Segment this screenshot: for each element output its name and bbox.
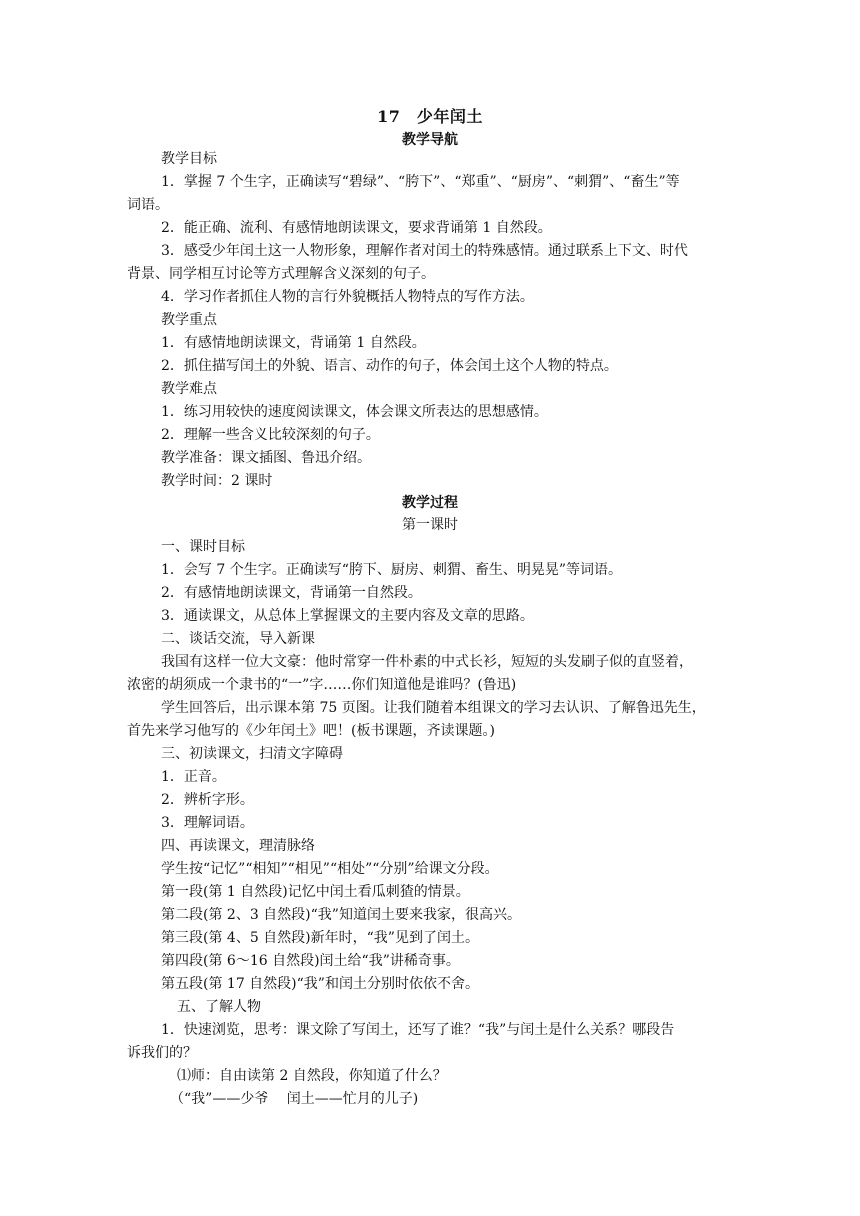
goal-3-cont: 背景、同学相互讨论等方式理解含义深刻的句子。 [127,266,435,282]
step-3-item-2: 2．辨析字形。 [161,792,254,808]
goal-2: 2．能正确、流利、有感情地朗读课文，要求背诵第 1 自然段。 [161,220,552,236]
step-4-division-3: 第三段(第 4、5 自然段)新年时，“我”见到了闰土。 [161,930,479,946]
step-4-para: 学生按“记忆”“相知”“相见”“相处”“分别”给课文分段。 [161,861,499,877]
focus-heading: 教学重点 [161,312,217,328]
step-2-heading: 二、谈话交流，导入新课 [161,631,315,647]
step-1-item-2: 2．有感情地朗读课文，背诵第一自然段。 [161,585,422,601]
goal-1-cont: 词语。 [127,197,169,213]
step-2-para-1: 我国有这样一位大文豪：他时常穿一件朴素的中式长衫，短短的头发刷子似的直竖着， [161,654,693,670]
step-2-para-2: 学生回答后，出示课本第 75 页图。让我们随着本组课文的学习去认识、了解鲁迅先生， [161,700,706,716]
step-5-item-1: 1．快速浏览，思考：课文除了写闰土，还写了谁？“我”与闰土是什么关系？哪段告 [161,1022,675,1038]
step-4-division-2: 第二段(第 2、3 自然段)“我”知道闰土要来我家，很高兴。 [161,907,521,923]
difficulty-1: 1．练习用较快的速度阅读课文，体会课文所表达的思想感情。 [161,404,548,420]
step-5-item-1-cont: 诉我们的？ [127,1045,197,1061]
step-4-division-1: 第一段(第 1 自然段)记忆中闰土看瓜刺猹的情景。 [161,884,470,900]
focus-1: 1．有感情地朗读课文，背诵第 1 自然段。 [161,335,426,351]
step-4-division-4: 第四段(第 6～16 自然段)闰土给“我”讲稀奇事。 [161,953,460,969]
section-heading-process: 教学过程 [402,495,458,511]
page-title: 17 少年闰土 [377,107,483,126]
step-1-item-1: 1．会写 7 个生字。正确读写“胯下、厨房、刺猬、畜生、明晃晃”等词语。 [161,562,623,578]
lesson-one-heading: 第一课时 [402,517,458,533]
step-1-heading: 一、课时目标 [161,539,245,555]
step-4-heading: 四、再读课文，理清脉络 [161,838,315,854]
teaching-prep: 教学准备：课文插图、鲁迅介绍。 [161,450,371,466]
step-1-item-3: 3．通读课文，从总体上掌握课文的主要内容及文章的思路。 [161,608,534,624]
goals-heading: 教学目标 [161,151,217,167]
step-5-item-1-sub: ⑴师：自由读第 2 自然段，你知道了什么？ [177,1068,447,1084]
step-3-item-3: 3．理解词语。 [161,815,254,831]
step-2-para-2-cont: 首先来学习他写的《少年闰土》吧！(板书课题，齐读课题。) [127,723,495,739]
step-2-para-1-cont: 浓密的胡须成一个隶书的“一”字……你们知道他是谁吗？(鲁迅) [127,677,517,693]
step-3-heading: 三、初读课文，扫清文字障碍 [161,746,343,762]
step-5-heading: 五、了解人物 [177,999,261,1015]
difficulty-2: 2．理解一些含义比较深刻的句子。 [161,427,380,443]
section-heading-guide: 教学导航 [402,132,458,148]
goal-3: 3．感受少年闰土这一人物形象，理解作者对闰土的特殊感情。通过联系上下文、时代 [161,243,688,259]
focus-2: 2．抓住描写闰土的外貌、语言、动作的句子，体会闰土这个人物的特点。 [161,358,618,374]
step-5-item-1-answer: （“我”——少爷 闰土——忙月的儿子) [170,1091,419,1107]
teaching-time: 教学时间：2 课时 [161,473,273,489]
step-3-item-1: 1．正音。 [161,769,226,785]
step-4-division-5: 第五段(第 17 自然段)“我”和闰土分别时依依不舍。 [161,976,479,992]
goal-4: 4．学习作者抓住人物的言行外貌概括人物特点的写作方法。 [161,289,534,305]
difficulty-heading: 教学难点 [161,381,217,397]
goal-1: 1．掌握 7 个生字，正确读写“碧绿”、“胯下”、“郑重”、“厨房”、“刺猬”、“畜生”等 [161,174,680,190]
